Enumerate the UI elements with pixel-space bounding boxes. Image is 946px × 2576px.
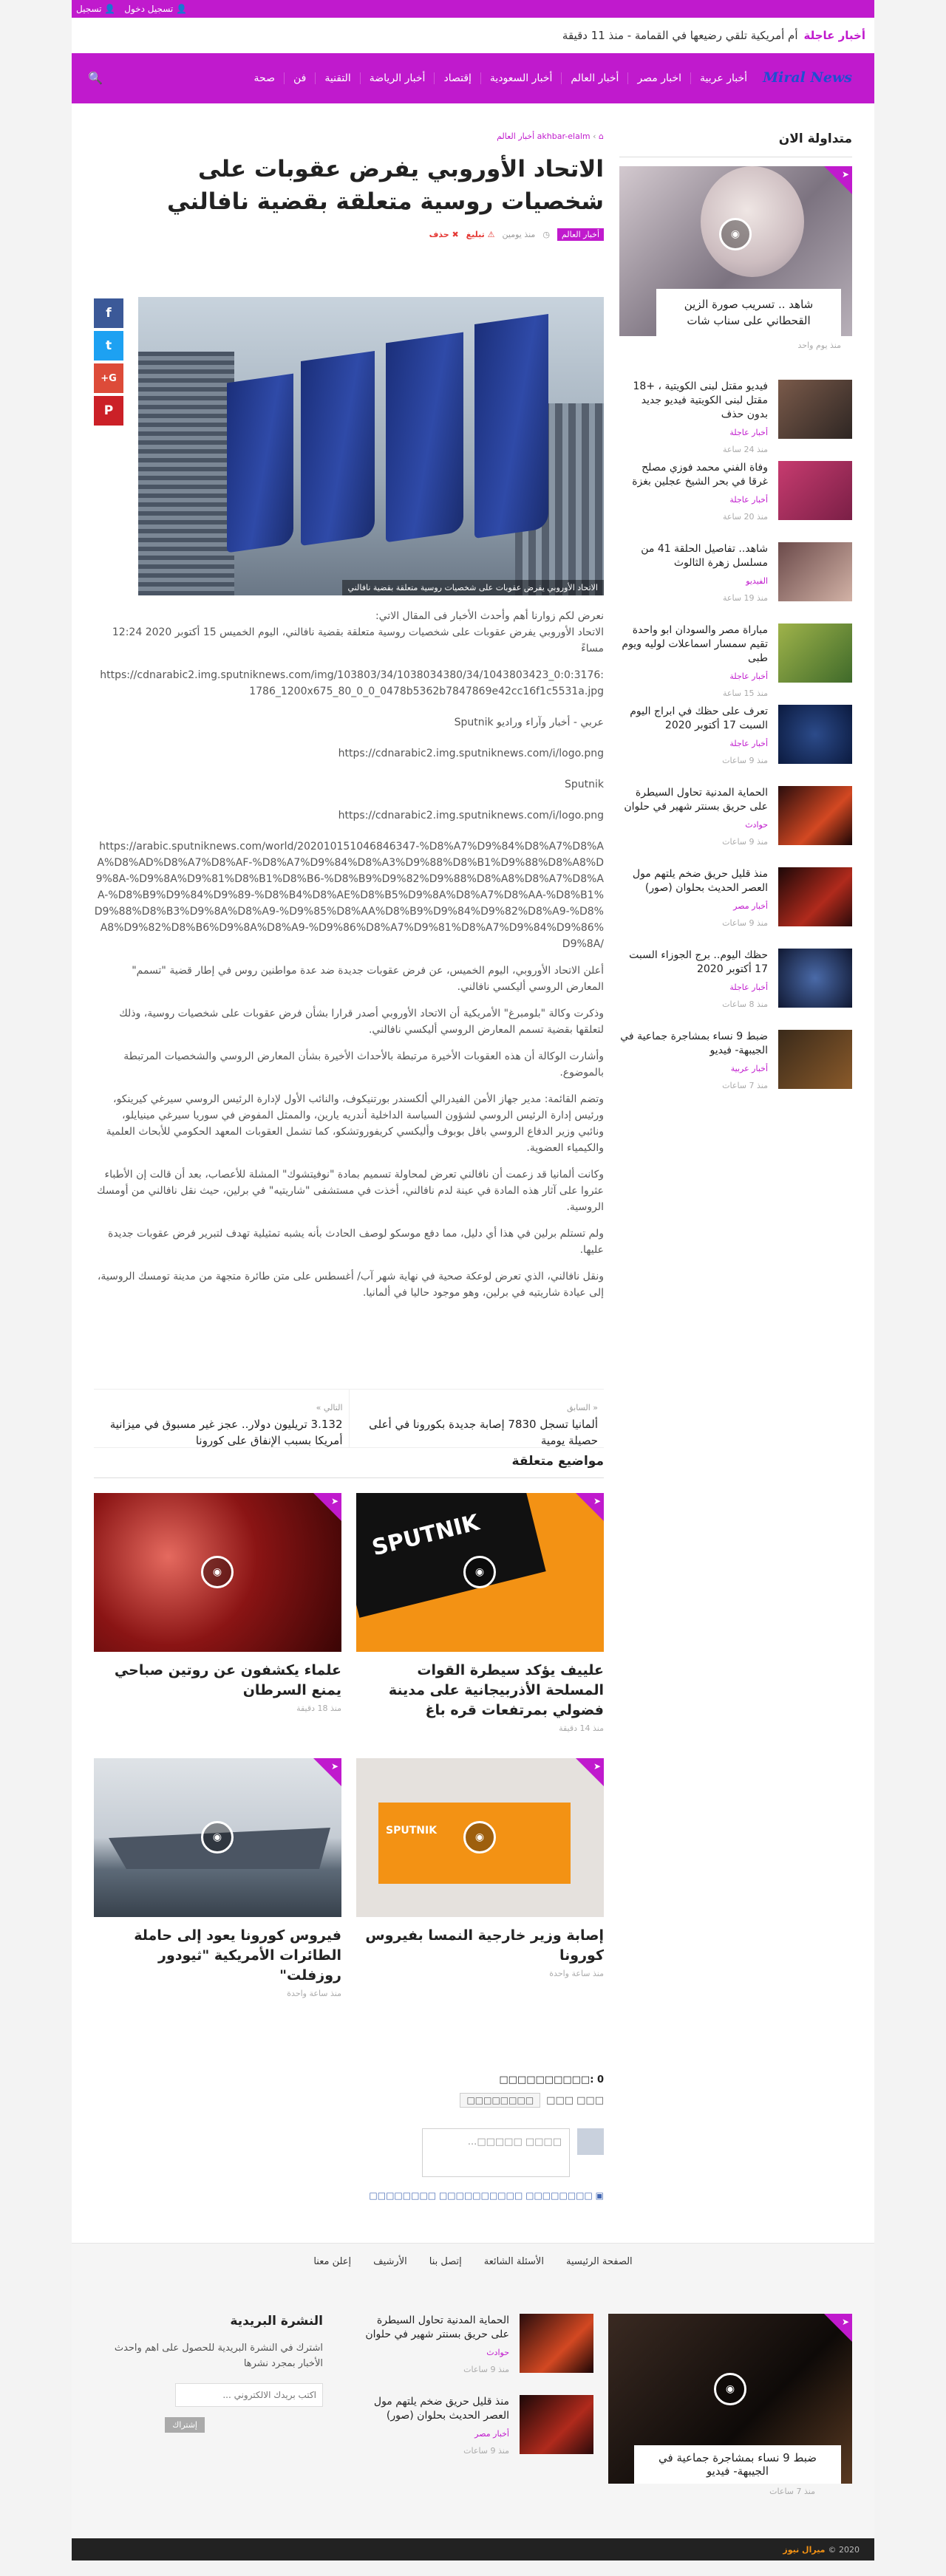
paragraph: أعلن الاتحاد الأوروبي، اليوم الخميس، عن فرض عقوبات جديدة ضد عدة مواطنين روس في إطار قضية "تسمم" المعارض الروسي أليكسي نافالني. — [132, 965, 604, 993]
newsletter-subscribe-button[interactable]: إشتراك — [165, 2417, 205, 2433]
article-date: منذ يومين — [502, 230, 536, 239]
item-title[interactable]: وفاة الفني محمد فوزي مصلح غرقا في بحر الشيخ عجلين بغزة — [632, 462, 768, 488]
paragraph: https://cdnarabic2.img.sputniknews.com/img/103803/34/1038034380/34/1043803423_0:0:3176:1786_1200x675_80_0_0_0478b5362b7847869e42cc16f1c5531a.jpg — [100, 669, 604, 697]
item-time: منذ 9 ساعات — [722, 918, 768, 928]
footer-link[interactable]: الأسئلة الشائعة — [483, 2256, 544, 2267]
nav-item[interactable]: فن — [284, 72, 315, 84]
item-time: منذ 24 ساعة — [722, 445, 768, 454]
related-image — [356, 1758, 604, 1917]
item-category[interactable]: أخبار مصر — [733, 901, 768, 911]
sort-label: □□□ □□□ — [546, 2094, 604, 2106]
building-shape — [138, 352, 234, 595]
eu-flag-shape — [301, 351, 375, 546]
paragraph: https://cdnarabic2.img.sputniknews.com/i/logo.png — [338, 748, 604, 759]
item-category[interactable]: أخبار عاجلة — [729, 983, 768, 992]
list-item[interactable] — [619, 542, 852, 607]
sputnik-logo: SPUTNIK — [369, 1509, 482, 1562]
paragraph: ونقل نافالني، الذي تعرض لوعكة صحية في نهاية شهر آب/ أغسطس على متن طائرة متجهة من مدينة تومسك الروسية، إلى عيادة شاريتيه في برلين، وهو موجود حاليا في ألمانيا. — [97, 1271, 604, 1299]
related-heading: مواضيع متعلقة — [94, 1454, 604, 1478]
nav-item[interactable]: صحة — [253, 72, 275, 84]
list-item[interactable] — [619, 623, 852, 698]
nav-item[interactable]: أخبار العالم — [561, 72, 627, 84]
item-time: منذ 19 ساعة — [722, 593, 768, 603]
newsletter — [94, 2314, 323, 2433]
item-time: منذ 9 ساعات — [463, 2446, 509, 2456]
item-title[interactable]: منذ قليل حريق ضخم يلتهم مول العصر الحديث بحلوان (صور) — [632, 868, 768, 894]
list-item[interactable] — [619, 380, 852, 454]
item-title[interactable]: الحماية المدنية تحاول السيطرة على حريق بسنتر شهير في حلوان — [624, 787, 768, 813]
thumbnail — [778, 623, 852, 683]
paragraph: وتضم القائمة: مدير جهاز الأمن الفيدرالي ألكسندر بورتنيكوف، والنائب الأول لإدارة الرئيس الروسي سيرغي كيرينكو، ورئيس إدارة الرئيس الروسي لشؤون السياسة الداخلية أندريه يارين، والممثل المفوض في سوريا سيرغي مينيايلو، ونائبي وزير الدفاع الروسي بافل بوبوف وأليكسي كريفوروتشكو، كما تشمل العقوبات المعهد الحكومي للأبحاث العلمية والكيمياء العضوية. — [106, 1093, 604, 1154]
featured-card[interactable] — [619, 166, 852, 336]
paragraph: https://cdnarabic2.img.sputniknews.com/i/logo.png — [338, 810, 604, 821]
list-item[interactable] — [619, 1030, 852, 1095]
list-item[interactable] — [619, 705, 852, 770]
related-title[interactable]: علماء يكشفون عن روتين صباحي يمنع السرطان — [114, 1662, 341, 1698]
facebook-comments-plugin[interactable]: ▣ □□□□□□□□ □□□□□□□□□□ □□□□□□□□ — [369, 2190, 604, 2201]
paragraph: ولم تستلم برلين في هذا أي دليل، مما دفع موسكو لوصف الحادث بأنه يشبه تمثيلية تهدف لتبرير فرض عقوبات جديدة عليها. — [107, 1228, 604, 1256]
camera-icon[interactable]: ◉ — [201, 1556, 234, 1588]
send-icon: ➤ — [841, 2317, 849, 2327]
thumbnail — [778, 1030, 852, 1089]
footer-featured-title[interactable]: ضبط 9 نساء بمشاجرة جماعية في الجيبهة- فيديو — [634, 2445, 841, 2484]
related-image — [94, 1493, 341, 1652]
related-posts — [94, 1454, 604, 1998]
breaking-text[interactable]: أم أمريكية تلقي رضيعها في القمامة - منذ 11 دقيقة — [562, 29, 798, 42]
item-title[interactable]: حظك اليوم.. برج الجوزاء السبت 17 أكتوبر 2020 — [629, 949, 768, 975]
home-icon[interactable]: ⌂ — [599, 131, 604, 141]
item-time: منذ 9 ساعات — [722, 756, 768, 765]
related-time: منذ ساعة واحدة — [549, 1969, 604, 1978]
breaking-news-bar — [72, 18, 874, 53]
item-time: منذ 9 ساعات — [463, 2365, 509, 2374]
item-category[interactable]: حوادث — [486, 2348, 509, 2357]
camera-icon[interactable]: ◉ — [719, 218, 752, 250]
prev-article-link[interactable]: « السابق ألمانيا تسجل 7830 إصابة جديدة بكورونا في أعلى حصيلة يومية — [369, 1403, 598, 1447]
camera-icon[interactable]: ◉ — [201, 1821, 234, 1854]
item-category[interactable]: الفيديو — [746, 576, 768, 586]
related-time: منذ ساعة واحدة — [287, 1989, 341, 1998]
sidebar-heading: متداولة الان — [619, 131, 852, 157]
list-item[interactable] — [357, 2395, 593, 2460]
main-content — [72, 103, 874, 2243]
comment-input[interactable]: □□□□ □□□□□... — [422, 2128, 570, 2177]
site-logo[interactable]: Miral News — [763, 69, 852, 86]
paragraph: نعرض لكم زوارنا أهم وأحدث الأخبار فى المقال الاتي: — [375, 610, 604, 622]
eu-flag-shape — [227, 374, 293, 553]
item-title[interactable]: تعرف على حظك في ابراج اليوم السبت 17 أكتوبر 2020 — [630, 706, 768, 731]
sidebar-trending — [619, 131, 852, 1111]
twitter-share-button[interactable]: t — [94, 331, 123, 361]
sputnik-logo: SPUTNIK — [386, 1825, 438, 1837]
main-nav — [72, 53, 874, 103]
item-time: منذ 9 ساعات — [722, 837, 768, 847]
item-title[interactable]: الحماية المدنية تحاول السيطرة على حريق بسنتر شهير في حلوان — [365, 2314, 509, 2340]
article-image — [138, 297, 604, 595]
paragraph: Sputnik — [564, 779, 604, 790]
related-card[interactable] — [356, 1493, 604, 1733]
related-card[interactable] — [94, 1758, 341, 1998]
item-title[interactable]: ضبط 9 نساء بمشاجرة جماعية في الجيبهة- فيديو — [620, 1031, 768, 1056]
list-item[interactable] — [357, 2314, 593, 2379]
list-item[interactable] — [619, 461, 852, 526]
pinterest-share-button[interactable]: P — [94, 396, 123, 426]
footer-link[interactable]: الأرشيف — [373, 2256, 407, 2267]
footer-featured-time: منذ 7 ساعات — [769, 2487, 815, 2496]
facebook-share-button[interactable]: f — [94, 298, 123, 328]
item-category[interactable]: أخبار عاجلة — [729, 428, 768, 437]
send-icon: ➤ — [330, 1761, 338, 1772]
camera-icon[interactable]: ◉ — [463, 1821, 496, 1854]
featured-image — [701, 166, 804, 277]
image-caption: الاتحاد الأوروبي يفرض عقوبات على شخصيات روسية متعلقة بقضية نافالني — [342, 580, 604, 595]
footer-link[interactable]: إعلن معنا — [313, 2256, 352, 2267]
item-category[interactable]: أخبار مصر — [474, 2429, 509, 2439]
paragraph: وأشارت الوكالة أن هذه العقوبات الأخيرة مرتبطة بالأحداث الأخيرة بشأن المعارض الروسي والشخصيات المرتبطة بالموضوع. — [123, 1050, 604, 1079]
comments-count: 0 :□□□□□□□□□□ — [499, 2074, 604, 2085]
related-card[interactable] — [94, 1493, 341, 1733]
paragraph: وكانت ألمانيا قد زعمت أن نافالني تعرض لمحاولة تسميم بمادة "نوفيتشوك" المشلة للأعصاب، بعد أن قالت إن الأطباء عثروا على آثار هذه المادة في عينة لدم نافالني، أخذت في مستشفى "شاريتيه" في برلين، حيث نقل نافالني من أومسك الروسية. — [97, 1169, 604, 1213]
item-time: منذ 15 ساعة — [722, 689, 768, 698]
category-tag[interactable]: أخبار العالم — [557, 228, 604, 241]
list-item[interactable] — [619, 949, 852, 1014]
article — [94, 131, 604, 2201]
nav-item[interactable]: أخبار الرياضة — [360, 72, 435, 84]
thumbnail — [778, 542, 852, 601]
list-item[interactable] — [619, 867, 852, 932]
google-plus-share-button[interactable]: G+ — [94, 363, 123, 393]
footer — [72, 2280, 874, 2538]
thumbnail — [778, 705, 852, 764]
report-link[interactable]: ⚠ تبليغ — [466, 230, 495, 239]
nav-menu — [245, 53, 756, 103]
thumbnail — [520, 2395, 593, 2454]
newsletter-text: اشترك في النشرة البريدية للحصول على اهم واحدث الأخبار بمجرد نشرها — [114, 2343, 323, 2369]
send-icon: ➤ — [593, 1761, 601, 1772]
related-time: منذ 14 دقيقة — [559, 1723, 604, 1733]
article-meta — [94, 228, 604, 241]
item-title[interactable]: فيديو مقتل لبنى الكويتية ، +18 مقتل لبنى الكويتية فيديو جديد بدون حذف — [633, 380, 768, 420]
item-category[interactable]: أخبار عاجلة — [729, 495, 768, 505]
footer-link[interactable]: إتصل بنا — [429, 2256, 462, 2267]
nav-item[interactable]: التقنية — [315, 72, 359, 84]
nav-item[interactable]: إقتصاد — [434, 72, 480, 84]
footer-link[interactable]: الصفحة الرئيسية — [565, 2256, 633, 2267]
item-category[interactable]: أخبار عاجلة — [729, 672, 768, 681]
copyright-year: 2020 © — [828, 2544, 860, 2555]
register-link[interactable]: 👤 تسجيل — [76, 4, 116, 14]
copyright-bar — [72, 2538, 874, 2560]
thumbnail — [778, 461, 852, 520]
related-title[interactable]: فيروس كورونا يعود إلى حاملة الطائرات الأمريكية "ثيودور روزفلت" — [134, 1927, 341, 1984]
thumbnail — [778, 949, 852, 1008]
item-time: منذ 20 ساعة — [722, 512, 768, 522]
item-time: منذ 8 ساعات — [722, 1000, 768, 1009]
camera-icon[interactable]: ◉ — [714, 2373, 746, 2405]
paragraph: https://arabic.sputniknews.com/world/202010151046846347-%D8%A7%D9%84%D8%A7%D8%AA%D8%AD%D8%A7%D8%AF-%D8%A7%D9%84%D8%A3%D9%88%D8%B1%D9%88%D8%A8%D9%8A-%D9%8A%D9%81%D8%B1%D8%B6-%D8%B9%D9%82%D9%88%D8%A8%D8%A7%D8%AA-%D8%B9%D9%84%D9%89-%D8%B4%D8%AE%D8%B5%D9%8A%D8%A7%D8%AA-%D8%B1%D9%88%D8%B3%D9%8A%D8%A9-%D9%85%D8%AA%D8%B9%D9%84%D9%82%D8%A9-%D8%A8%D9%82%D8%B6%D9%8A%D8%A9-%D9%86%D8%A7%D9%81%D8%A7%D9%84%D9%86%D9%8A/ — [94, 841, 604, 950]
paragraph: الاتحاد الأوروبي يفرض عقوبات على شخصيات روسية متعلقة بقضية نافالني، اليوم الخميس 15 أكتوبر 2020 12:24 مساءً — [112, 626, 604, 655]
item-category[interactable]: أخبار عربية — [730, 1064, 768, 1073]
newsletter-email-input[interactable] — [175, 2383, 323, 2407]
send-icon: ➤ — [841, 169, 849, 180]
avatar — [577, 2128, 604, 2155]
camera-icon[interactable]: ◉ — [463, 1556, 496, 1588]
copyright-brand[interactable]: ميرال نيوز — [783, 2544, 826, 2555]
trending-list — [619, 380, 852, 1095]
login-link[interactable]: 👤 تسجيل دخول — [124, 4, 188, 14]
paragraph: عربي - أخبار وآراء وراديو Sputnik — [454, 717, 604, 728]
search-icon[interactable]: 🔍 — [88, 71, 103, 85]
clock-icon: ◷ — [542, 230, 550, 239]
related-card[interactable] — [356, 1758, 604, 1998]
nav-item[interactable]: أخبار السعودية — [480, 72, 562, 84]
footer-list — [357, 2314, 593, 2476]
send-icon: ➤ — [330, 1496, 338, 1506]
item-time: منذ 7 ساعات — [722, 1081, 768, 1090]
corner-badge — [824, 166, 852, 194]
footer-nav — [72, 2243, 874, 2280]
eu-flag-shape — [386, 332, 463, 543]
featured-time: منذ يوم واحد — [797, 341, 841, 350]
auth-links — [72, 0, 187, 18]
sort-select[interactable]: □□□□□□□□ — [460, 2093, 540, 2108]
footer-featured-card[interactable] — [608, 2314, 852, 2484]
breadcrumb: ⌂ › akhbar-elalm أخبار العالم — [497, 131, 604, 141]
eu-flag-shape — [474, 314, 548, 539]
related-title[interactable]: إصابة وزير خارجية النمسا بفيروس كورونا — [365, 1927, 604, 1964]
send-icon: ➤ — [593, 1496, 601, 1506]
prev-next-nav — [94, 1389, 604, 1448]
thumbnail — [778, 786, 852, 845]
related-title[interactable]: علييف يؤكد سيطرة القوات المسلحة الأذربيجانية على مدينة فضولي بمرتفعات قره باغ — [388, 1662, 604, 1718]
featured-title[interactable]: شاهد .. تسريب صورة الزين القحطاني على سناب شات — [656, 289, 841, 336]
thumbnail — [778, 380, 852, 439]
item-category[interactable]: حوادث — [745, 820, 768, 830]
item-category[interactable]: أخبار عاجلة — [729, 739, 768, 748]
comments-section — [94, 2074, 604, 2201]
breaking-label: أخبار عاجلة — [803, 29, 865, 42]
paragraph: وذكرت وكالة "بلومبرغ" الأمريكية أن الاتحاد الأوروبي أصدر قرارا بشأن فرض عقوبات على شخصيات روسية، وذلك لتعلقها بقضية تسمم المعارض الروسي أليكسي نافالني. — [119, 1008, 604, 1036]
related-image — [94, 1758, 341, 1917]
related-time: منذ 18 دقيقة — [296, 1704, 341, 1713]
next-article-link[interactable]: التالي » 3.132 تريليون دولار.. عجز غير مسبوق في ميزانية أمريكا بسبب الإنفاق على كورونا — [94, 1390, 350, 1447]
item-title[interactable]: منذ قليل حريق ضخم يلتهم مول العصر الحديث بحلوان (صور) — [373, 2396, 509, 2422]
newsletter-title: النشرة البريدية — [230, 2314, 323, 2329]
article-body — [94, 608, 604, 1311]
list-item[interactable] — [619, 786, 852, 851]
top-bar — [72, 0, 874, 18]
nav-item[interactable]: أخبار عربية — [690, 72, 756, 84]
breadcrumb-category[interactable]: akhbar-elalm أخبار العالم — [497, 131, 591, 141]
related-image — [356, 1493, 604, 1652]
item-title[interactable]: شاهد.. تفاصيل الحلقة 41 من مسلسل زهرة الثالوث — [641, 543, 768, 569]
item-title[interactable]: مباراة مصر والسودان ابو واحدة تقيم سمسار اسماعلات لوليه ويوم طبى — [622, 624, 768, 664]
thumbnail — [520, 2314, 593, 2373]
thumbnail — [778, 867, 852, 926]
delete-link[interactable]: ✖ حذف — [429, 230, 459, 239]
share-buttons — [94, 298, 123, 428]
nav-item[interactable]: اخبار مصر — [627, 72, 690, 84]
article-title: الاتحاد الأوروبي يفرض عقوبات على شخصيات روسية متعلقة بقضية نافالني — [167, 156, 604, 215]
